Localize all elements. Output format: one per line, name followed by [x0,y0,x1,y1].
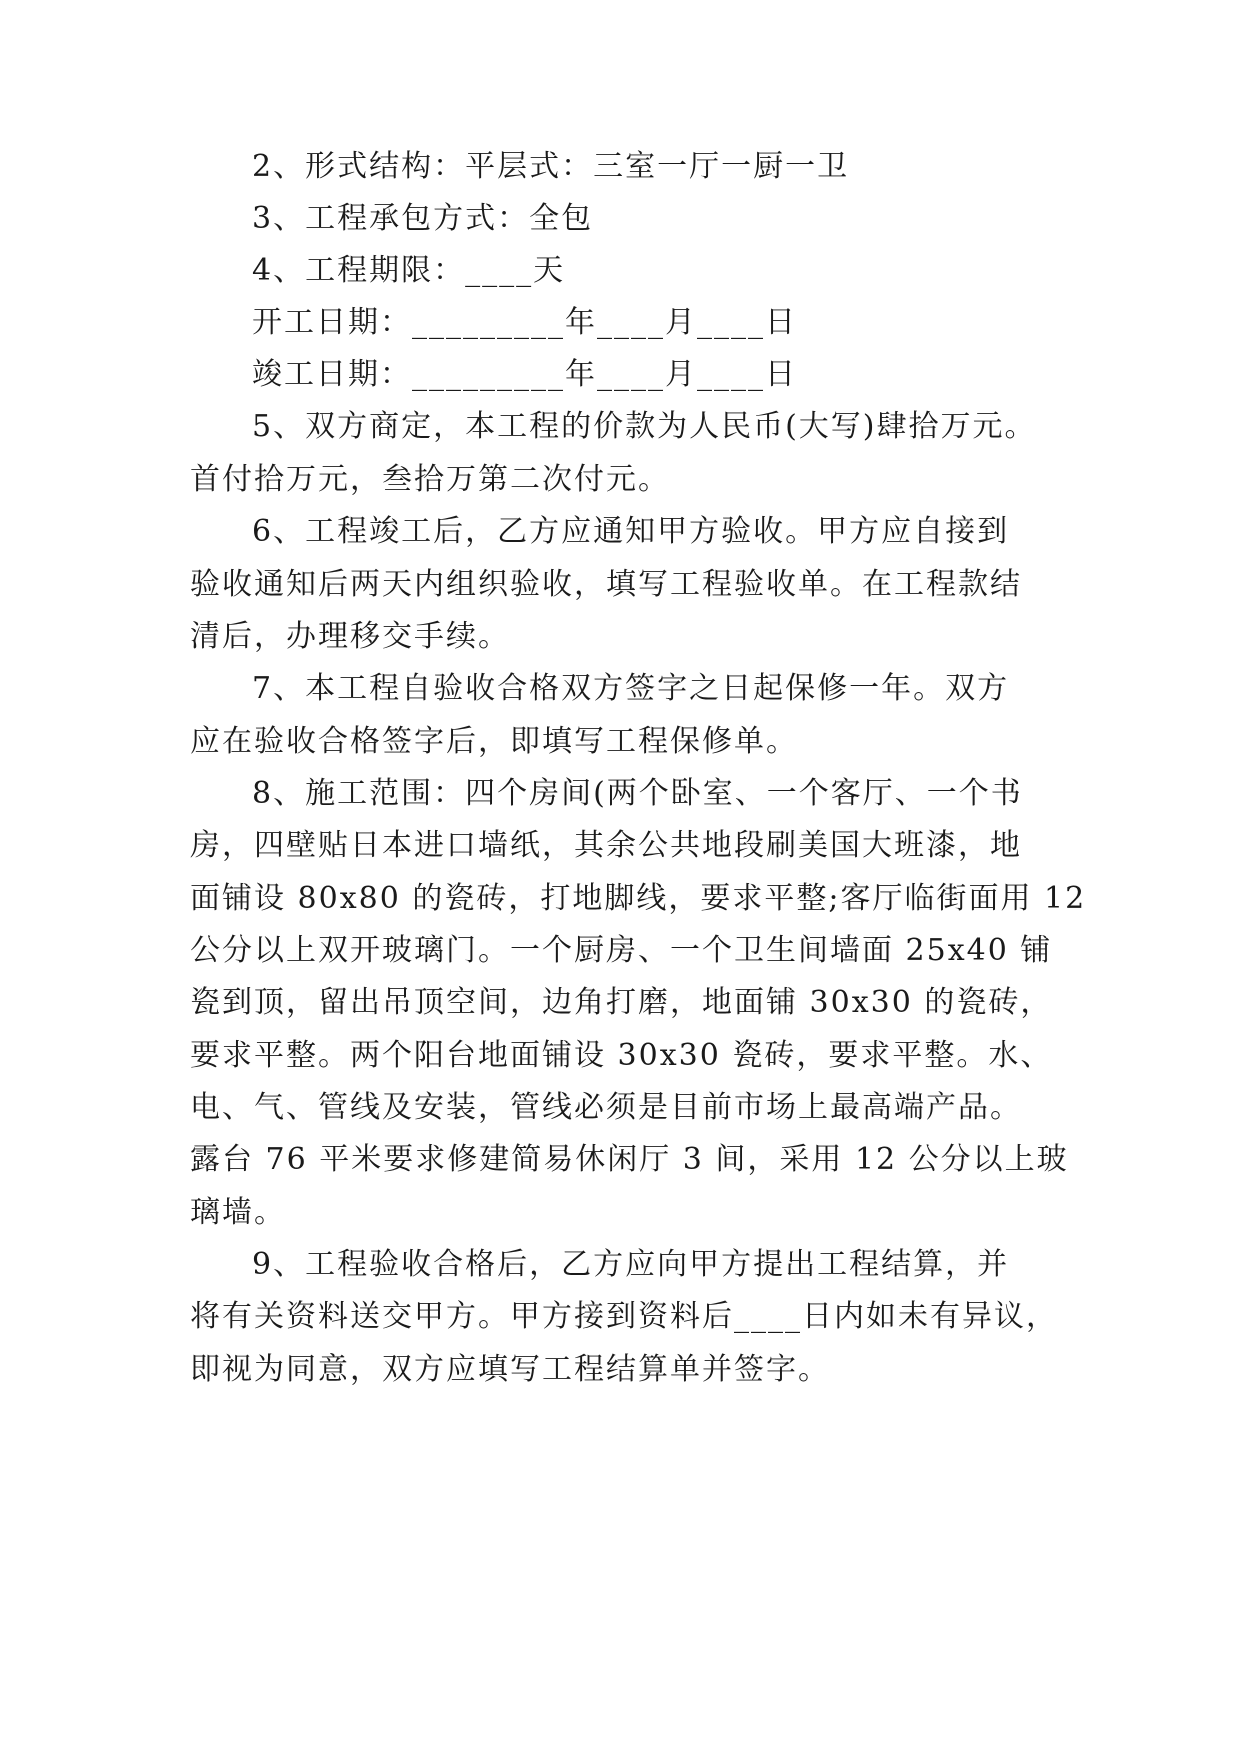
item-6-line-1: 6、工程竣工后，乙方应通知甲方验收。甲方应自接到 [252,514,1010,549]
start-date: 开工日期：_________年____月____日 [252,305,797,340]
item-8-line-1: 8、施工范围：四个房间(两个卧室、一个客厅、一个书 [252,776,1023,811]
item-4-duration: 4、工程期限：____天 [252,253,566,288]
item-8-line-9: 璃墙。 [190,1195,286,1230]
item-8-line-2: 房，四壁贴日本进口墙纸，其余公共地段刷美国大班漆，地 [190,828,1022,863]
item-6-line-2: 验收通知后两天内组织验收，填写工程验收单。在工程款结 [190,567,1022,602]
item-9-line-1: 9、工程验收合格后，乙方应向甲方提出工程结算，并 [252,1247,1010,1282]
item-9-line-3: 即视为同意，双方应填写工程结算单并签字。 [190,1352,830,1387]
item-8-line-8: 露台 76 平米要求修建简易休闲厅 3 间，采用 12 公分以上玻 [190,1142,1069,1177]
item-8-line-6: 要求平整。两个阳台地面铺设 30x30 瓷砖，要求平整。水、 [190,1038,1053,1073]
item-7-line-1: 7、本工程自验收合格双方签字之日起保修一年。双方 [252,671,1010,706]
item-8-line-5: 瓷到顶，留出吊顶空间，边角打磨，地面铺 30x30 的瓷砖， [190,985,1053,1020]
item-8-line-4: 公分以上双开玻璃门。一个厨房、一个卫生间墙面 25x40 铺 [190,933,1053,968]
item-2-structure: 2、形式结构：平层式：三室一厅一厨一卫 [252,149,850,184]
completion-date: 竣工日期：_________年____月____日 [252,357,797,392]
item-3-contract-mode: 3、工程承包方式：全包 [252,201,594,236]
item-9-line-2: 将有关资料送交甲方。甲方接到资料后____日内如未有异议， [190,1299,1058,1334]
item-8-line-3: 面铺设 80x80 的瓷砖，打地脚线，要求平整;客厅临街面用 12 [190,881,1087,916]
item-5-line-1: 5、双方商定，本工程的价款为人民币(大写)肆拾万元。 [252,409,1037,444]
item-8-line-7: 电、气、管线及安装，管线必须是目前市场上最高端产品。 [190,1090,1022,1125]
item-5-line-2: 首付拾万元，叁拾万第二次付元。 [190,462,670,497]
item-6-line-3: 清后，办理移交手续。 [190,619,510,654]
item-7-line-2: 应在验收合格签字后，即填写工程保修单。 [190,724,798,759]
